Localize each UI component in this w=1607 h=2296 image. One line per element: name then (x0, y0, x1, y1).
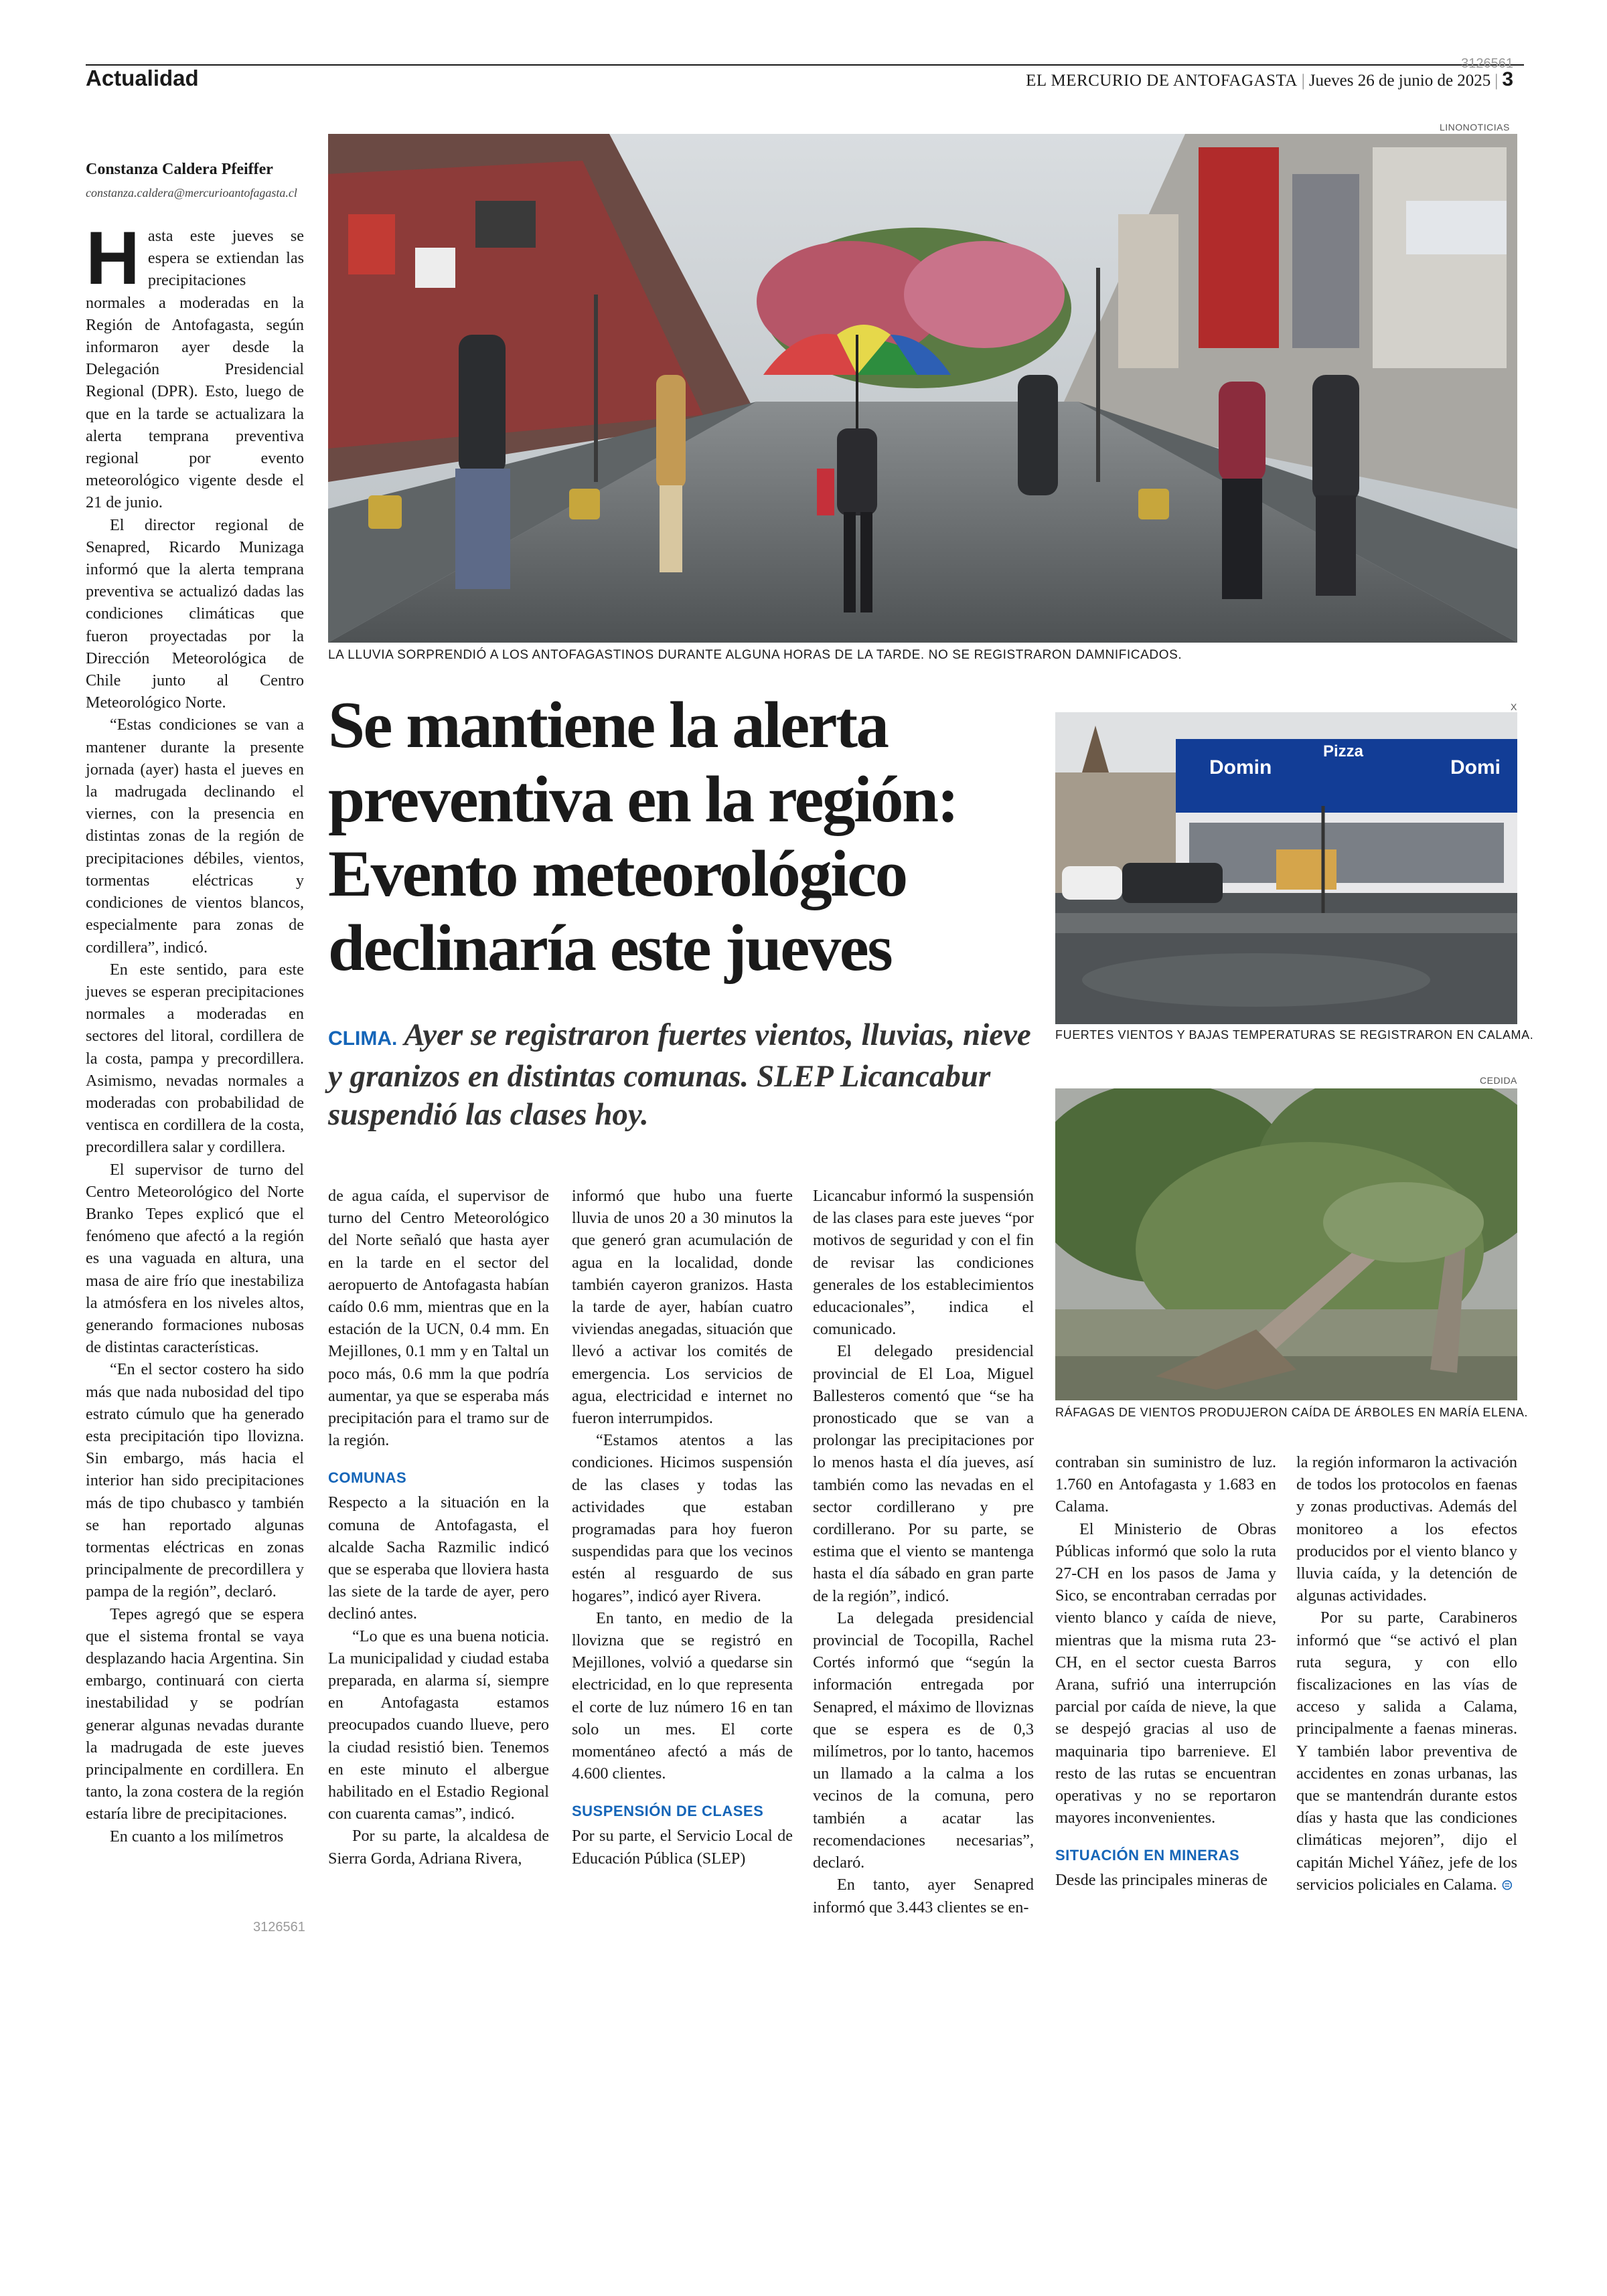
main-photo-caption: LA LLUVIA SORPRENDIÓ A LOS ANTOFAGASTINOS DURANTE ALGUNA HORAS DE LA TARDE. NO SE REGISTRARON DAMNIFICADOS. (328, 648, 1182, 662)
paragraph: El director regional de Senapred, Ricardo Munizaga informó que la alerta temprana preventiva se actualizó dadas las condiciones climáticas que fueron proyectadas por la Dirección Meteorológica de Chile junto al Centro Meteorológico Norte. (86, 515, 304, 712)
calama-street-illustration (1055, 712, 1517, 1024)
paragraph: “Estamos atentos a las condiciones. Hicimos suspensión de las clases y todas las actividades que estaban programadas para hoy fueron suspendidas para que los vecinos estén al resguardo de sus hogares”, indicó ayer Rivera. (572, 1431, 793, 1605)
paragraph: “Lo que es una buena noticia. La municipalidad y ciudad estaba preparada, en alarma sí, siempre en Antofagasta estamos preocupados cuando llueve, pero la ciudad resistió bien. Tenemos en este minuto el albergue habilitado en el Estadio Regional con cuarenta camas”, indicó. (328, 1627, 549, 1823)
deck-text: Ayer se registraron fuertes vientos, lluvias, nieve y granizos en distintas comunas. SLEP Licancabur suspendió las clases hoy. (328, 1017, 1031, 1132)
drop-cap: H (86, 216, 140, 300)
deck-kicker: CLIMA. (328, 1028, 398, 1050)
paragraph: informó que hubo una fuerte lluvia de unos 20 a 30 minutos la que generó gran acumulación de agua en la localidad, donde también cayeron granizos. Hasta la tarde de ayer, habían cuatro viviendas anegadas, situación que llevó a activar los comités de emergencia. Los servicios de agua, electricidad e internet no fueron interrumpidos. (572, 1187, 793, 1428)
calama-photo-credit: X (1511, 702, 1517, 712)
article-column-1 (86, 216, 304, 1848)
paragraph: contraban sin suministro de luz. 1.760 en Antofagasta y 1.683 en Calama. (1055, 1453, 1276, 1516)
paragraph: En este sentido, para este jueves se esperan precipitaciones normales a moderadas en sectores del litoral, cordillera de la costa, pampa y precordillera. Asimismo, nevadas normales a moderadas con probabilidad de ventisca en cordillera de la costa, precordillera salar y cordillera. (86, 960, 304, 1157)
headline: Se mantiene la alerta preventiva en la región: Evento meteorológico declinaría este jueves (328, 689, 958, 985)
publication-name: EL MERCURIO DE ANTOFAGASTA (1026, 72, 1298, 90)
paragraph: de agua caída, el supervisor de turno del Centro Meteorológico del Norte señaló que hasta ayer en la tarde en el sector del aeropuerto de Antofagasta habían caído 0.6 mm, mientras que en la estación de la UCN, 0.4 mm. En Mejillones, 0.1 mm y en Taltal un poco más, 0.6 mm la que podría aumentar, ya que se esperaba más precipitación para el tramo sur de la región. (328, 1187, 549, 1450)
fallen-trees-illustration (1055, 1088, 1517, 1400)
main-photo (328, 134, 1517, 643)
calama-sign-text: Domin (1209, 756, 1272, 778)
article-column-4 (813, 1185, 1034, 1918)
paragraph: La delegada presidencial provincial de Tocopilla, Rachel Cortés informó que “según la información entregada por Senapred, el máximo de lloviznas que se espera es de 0,3 milímetros, por lo tanto, hacemos un llamado a la calma a los vecinos de la comuna, pero también a acatar las recomendaciones necesarias”, declaró. (813, 1609, 1034, 1872)
paragraph: El delegado presidencial provincial de El Loa, Miguel Ballesteros comentó que “se ha pronosticado que se van a prolongar las precipitaciones por lo menos hasta el día jueves, así también como las nevadas en el sector cordillerano y pre cordillerano. Por su parte, se estima que el viento se mantenga hasta el día sábado en gran parte de la región”, indicó. (813, 1342, 1034, 1605)
maria-elena-photo (1055, 1088, 1517, 1400)
article-column-5 (1055, 1451, 1276, 1892)
paragraph: En tanto, ayer Senapred informó que 3.443 clientes se en- (813, 1876, 1034, 1916)
issue-date: Jueves 26 de junio de 2025 (1308, 72, 1491, 90)
paragraph: la región informaron la activación de todos los protocolos en faenas y zonas productivas. Además del monitoreo a los efectos producidos por el viento blanco y lluvia caída, y la detención de algunas actividades. (1296, 1453, 1517, 1605)
paragraph: “Estas condiciones se van a mantener durante la presente jornada (ayer) hasta el jueves en la madrugada declinando el viernes, con la presencia en distintas zonas de la región de precipitaciones débiles, vientos, tormentas eléctricas y condiciones de vientos blancos, especialmente para zonas de cordillera”, indicó. (86, 716, 304, 957)
subhead-situacion-en-mineras: SITUACIÓN EN MINERAS (1055, 1847, 1240, 1864)
calama-photo-caption: FUERTES VIENTOS Y BAJAS TEMPERATURAS SE REGISTRARON EN CALAMA. (1055, 1028, 1534, 1042)
subhead-comunas: COMUNAS (328, 1469, 407, 1487)
watermark-secondary: 3126561 (253, 1920, 305, 1935)
article-column-3 (572, 1185, 793, 1870)
section-label: Actualidad (86, 66, 199, 90)
paragraph: Por su parte, el Servicio Local de Educación Pública (SLEP) (572, 1827, 793, 1868)
watermark: 3126561 (1461, 56, 1513, 71)
article-column-2 (328, 1185, 549, 1870)
maria-elena-photo-credit: CEDIDA (1480, 1075, 1517, 1086)
header-rule (86, 64, 1524, 66)
subhead-suspension-de-clases: SUSPENSIÓN DE CLASES (572, 1803, 764, 1820)
calama-photo (1055, 712, 1517, 1024)
paragraph: En cuanto a los milímetros (110, 1827, 284, 1846)
paragraph: Tepes agregó que se espera que el sistema frontal se vaya desplazando hacia Argentina. Sin embargo, continuará con cierta inestabilidad y se podrían generar algunas nevadas durante la madrugada de este jueves principalmente en cordillera. En tanto, la zona costera de la región estaría libre de precipitaciones. (86, 1605, 304, 1823)
page-number: 3 (1502, 68, 1513, 90)
paragraph: Desde las principales mineras de (1055, 1871, 1268, 1890)
main-photo-credit: LINONOTICIAS (1440, 122, 1510, 133)
maria-elena-photo-caption: RÁFAGAS DE VIENTOS PRODUJERON CAÍDA DE ÁRBOLES EN MARÍA ELENA. (1055, 1406, 1529, 1419)
paragraph: El supervisor de turno del Centro Meteorológico del Norte Branko Tepes explicó que el fenómeno que afectó a la región es una vaguada en altura, una masa de aire frío que inestabiliza la atmósfera en los niveles altos, generando formaciones nubosas de distintas características. (86, 1160, 304, 1357)
paragraph: Respecto a la situación en la comuna de Antofagasta, el alcalde Sacha Razmilic indicó que se esperaba que lloviera hasta las siete de la tarde de ayer, pero declinó antes. (328, 1493, 549, 1623)
masthead: EL MERCURIO DE ANTOFAGASTA | Jueves 26 de junio de 2025 | 3 (1026, 68, 1513, 90)
article-column-6 (1296, 1451, 1517, 1896)
lead-paragraph: Hasta este jueves se espera se extiendan las precipitaciones normales a moderadas en la Región de Antofagasta, según informaron ayer desde la Delegación Presidencial Regional (DPR). Esto, luego de que en la tarde se actualizara la alerta temprana preventiva regional por evento meteorológico vigente desde el 21 de junio. (86, 216, 304, 512)
paragraph: “En el sector costero ha sido más que nada nubosidad del tipo estrato cúmulo que ha generado esta precipitación tipo llovizna. Sin embargo, más hacia el interior han sido precipitaciones más de tipo chubasco y también se han reportado algunas tormentas eléctricas en zonas principalmente de precordillera y pampa de la región”, declaró. (86, 1360, 304, 1601)
end-mark-icon: ⊜ (1501, 1876, 1514, 1894)
paragraph: Licancabur informó la suspensión de las clases para este jueves “por motivos de seguridad y con el fin de revisar las condiciones generales de los establecimientos educacionales”, indica el comunicado. (813, 1187, 1034, 1339)
byline-author: Constanza Caldera Pfeiffer (86, 161, 273, 178)
paragraph: En tanto, en medio de la llovizna que se registró en Mejillones, volvió a quedarse sin electricidad, en lo que representa el corte de luz número 16 en tan solo un mes. El corte momentáneo afectó a más de 4.600 clientes. (572, 1609, 793, 1783)
deck (328, 1016, 1038, 1134)
rainy-street-illustration (328, 134, 1517, 643)
calama-sign-pizza: Pizza (1323, 742, 1364, 760)
paragraph: El Ministerio de Obras Públicas informó que solo la ruta 27-CH en los pasos de Jama y Sico, se encontraban cerradas por viento blanco y caída de nieve, mientras que la misma ruta 23-CH, en el sector cuesta Barros Arana, sufrió una interrupción parcial por caída de nieve, la que se despejó gracias al uso de maquinaria tipo barrenieve. El resto de las rutas se encuentran operativas y no se reportaron mayores inconvenientes. (1055, 1520, 1276, 1827)
paragraph: Por su parte, la alcaldesa de Sierra Gorda, Adriana Rivera, (328, 1827, 549, 1868)
paragraph: Por su parte, Carabineros informó que “se activó el plan ruta segura, y con ello fiscalizaciones en las vías de acceso y salida a Calama, principalmente a faenas mineras. Y también labor preventiva de accidentes en zonas urbanas, las que se mantendrán durante estos días y hasta que las condiciones climáticas mejoren”, dijo el capitán Michel Yáñez, jefe de los servicios policiales en Calama. ⊜ (1296, 1609, 1517, 1894)
calama-sign-text-2: Domi (1450, 756, 1501, 778)
byline-email: constanza.caldera@mercurioantofagasta.cl (86, 186, 297, 199)
